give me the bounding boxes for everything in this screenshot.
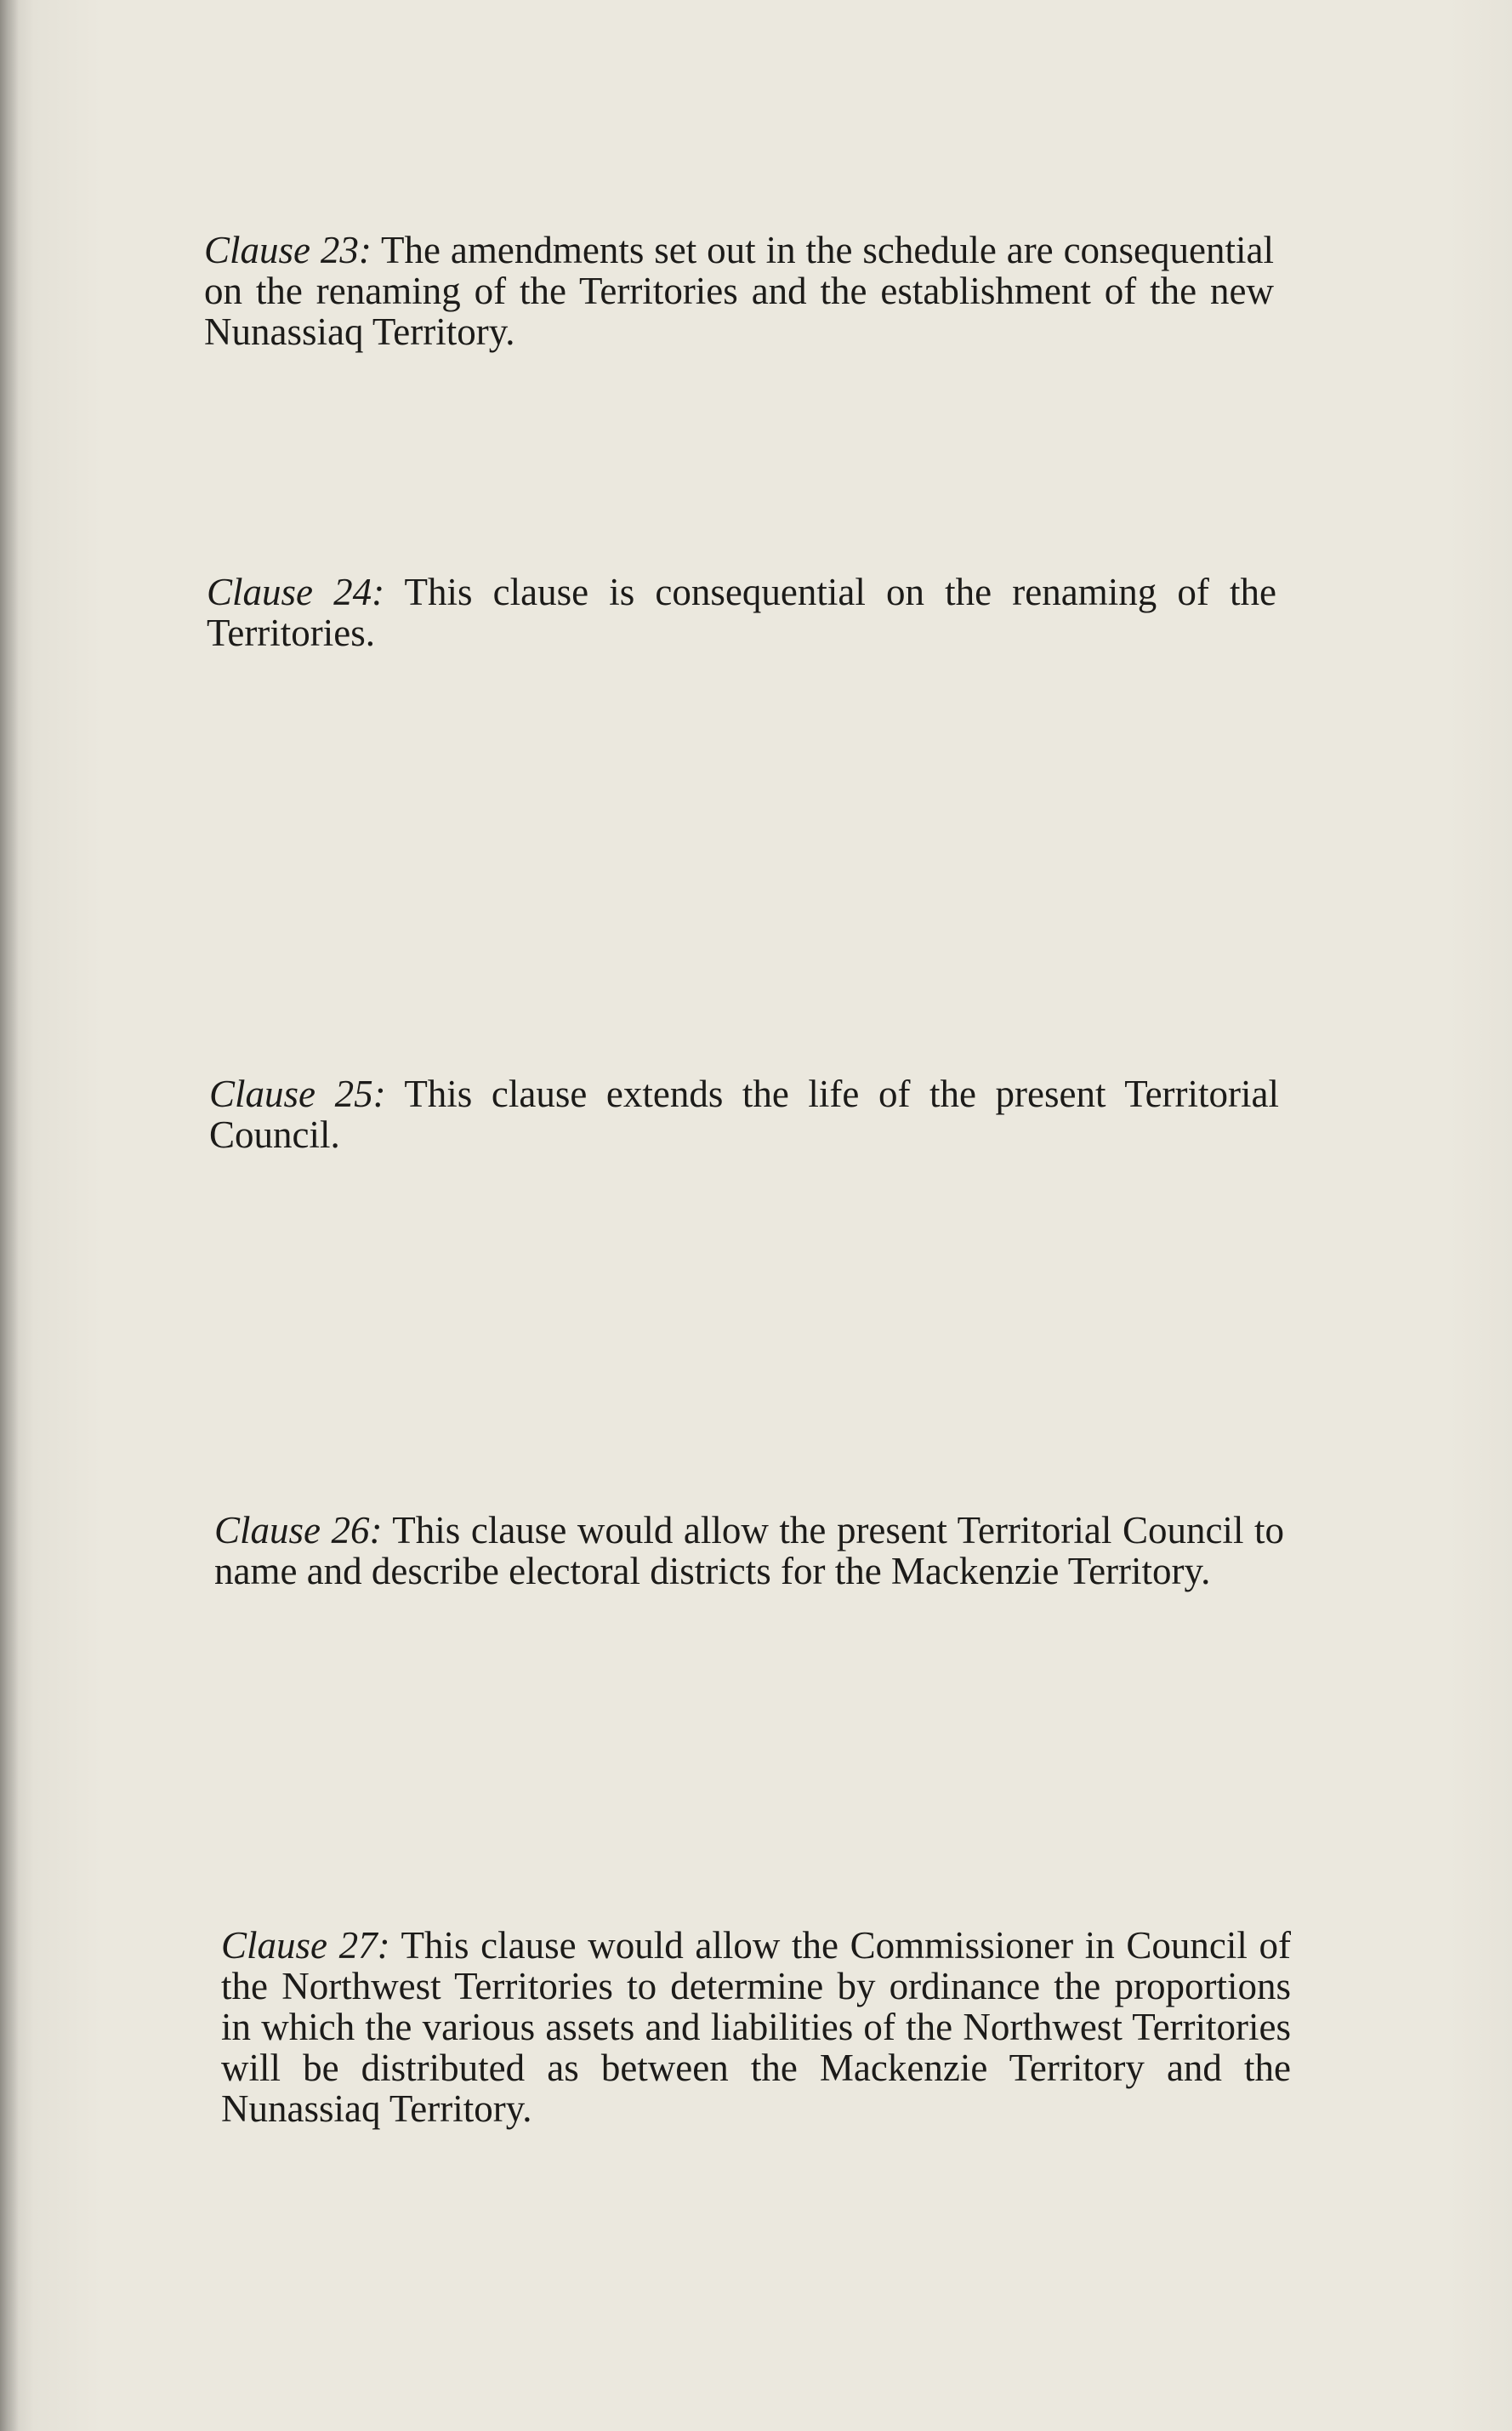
clause-27-text: This clause would allow the Commissioner in Council of the Northwest Territories to determine by ordinance the proportions in which the various assets and liabilities of the Northwest Territories will be distributed as between the Mackenzie Territory and the Nunassiaq Territory. (221, 1924, 1291, 2130)
clause-26-heading: Clause 26: (214, 1509, 383, 1551)
clause-26-paragraph (214, 1510, 1284, 1591)
clause-25-heading: Clause 25: (209, 1073, 386, 1115)
clause-25-paragraph (209, 1073, 1279, 1155)
clause-27-paragraph (221, 1925, 1291, 2129)
clause-26-text: This clause would allow the present Territorial Council to name and describe electoral districts for the Mackenzie Territory. (214, 1509, 1284, 1592)
clause-25-text: This clause extends the life of the present Territorial Council. (209, 1073, 1279, 1156)
clause-23-heading: Clause 23: (204, 229, 372, 271)
clause-24-paragraph (207, 572, 1276, 653)
clause-24-heading: Clause 24: (207, 571, 385, 613)
clause-23-text: The amendments set out in the schedule are consequential on the renaming of the Territories and the establishment of the new Nunassiaq Territory. (204, 229, 1274, 353)
clause-27-heading: Clause 27: (221, 1924, 390, 1967)
clause-24-text: This clause is consequential on the renaming of the Territories. (207, 571, 1276, 654)
clause-23-paragraph (204, 230, 1274, 352)
binding-shadow (0, 0, 19, 2431)
